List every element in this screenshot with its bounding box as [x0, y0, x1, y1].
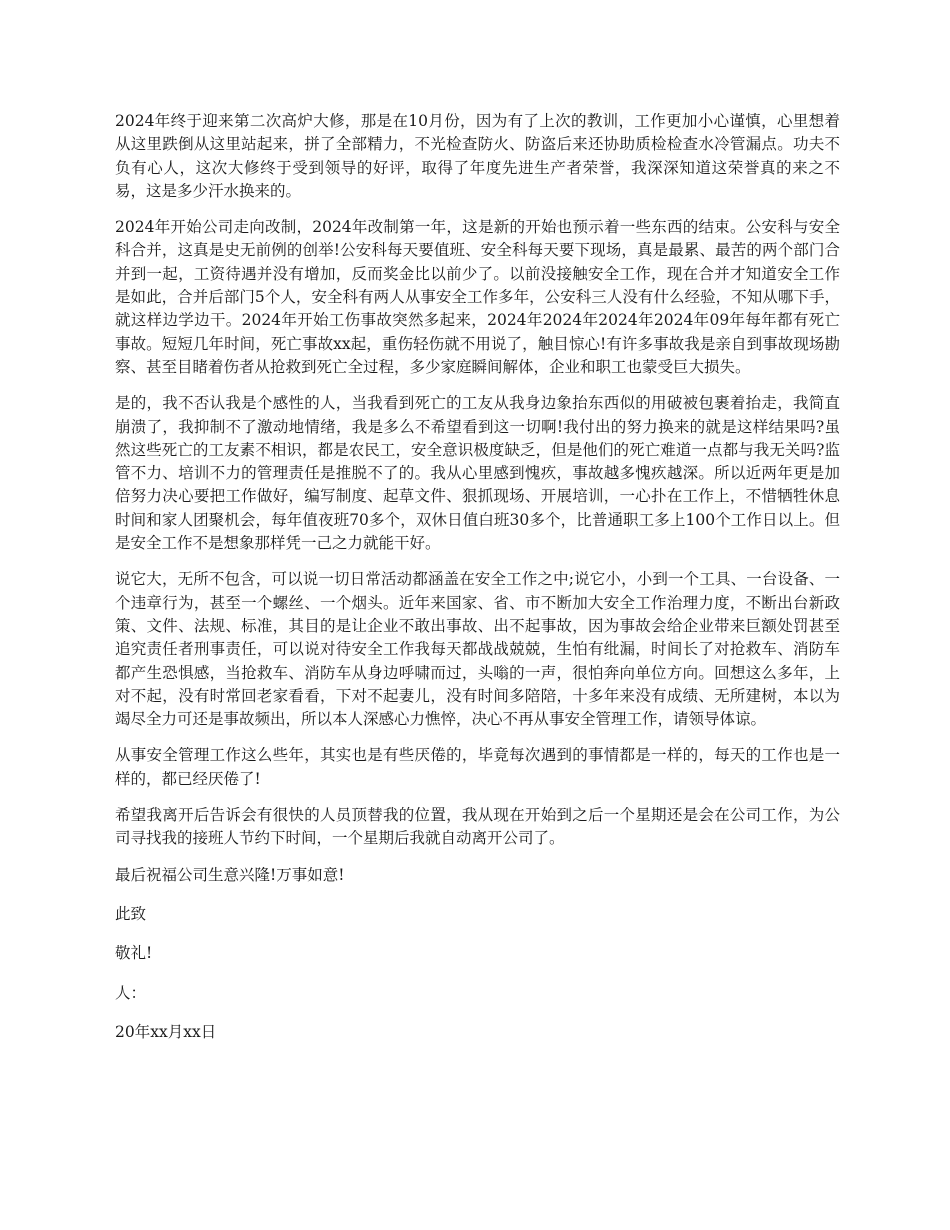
- letter-body: [115, 110, 840, 1060]
- salutation-jing-li: 敬礼!: [115, 944, 153, 963]
- paragraph: 是的，我不否认我是个感性的人，当我看到死亡的工友从我身边象抬东西似的用破被包裹着抬走，我简直崩溃了，我抑制不了激动地情绪，我是多么不希望看到这一切啊!我付出的努力换来的就是这样结果吗?虽然这些死亡的工友素不相识，都是农民工，安全意识极度缺乏，但是他们的死亡难道一点都与我无关吗?监管不力、培训不力的管理责任是推脱不了的。我从心里感到愧疚，事故越多愧疚越深。所以近两年更是加倍努力决心要把工作做好，编写制度、起草文件、狠抓现场、开展培训，一心扑在工作上，不惜牺牲休息时间和家人团聚机会，每年值夜班70多个，双休日值白班30多个，比普通职工多上100个工作日以上。但是安全工作不是想象那样凭一己之力就能干好。: [115, 394, 840, 553]
- paragraph: 希望我离开后告诉会有很快的人员顶替我的位置，我从现在开始到之后一个星期还是会在公司工作，为公司寻找我的接班人节约下时间，一个星期后我就自动离开公司了。: [115, 806, 840, 848]
- salutation-ci-zhi: 此致: [115, 904, 147, 923]
- paragraph: 说它大，无所不包含，可以说一切日常活动都涵盖在安全工作之中;说它小，小到一个工具、一台设备、一个违章行为，甚至一个螺丝、一个烟头。近年来国家、省、市不断加大安全工作治理力度，不断出台新政策、文件、法规、标准，其目的是让企业不敢出事故、出不起事故，因为事故会给企业带来巨额处罚甚至追究责任者刑事责任，可以说对待安全工作我每天都战战兢兢，生怕有纰漏，时间长了对抢救车、消防车都产生恐惧感，当抢救车、消防车从身边呼啸而过，头嗡的一声，很怕奔向单位方向。回想这么多年，上对不起，没有时常回老家看看，下对不起妻儿，没有时间多陪陪，十多年来没有成绩、无所建树，本以为竭尽全力可还是事故频出，所以本人深感心力憔悴，决心不再从事安全管理工作，请领导体谅。: [115, 570, 840, 729]
- paragraph: 2024年终于迎来第二次高炉大修，那是在10月份，因为有了上次的教训，工作更加小心谨慎，心里想着从这里跌倒从这里站起来，拼了全部精力，不光检查防火、防盗后来还协助质检检查水冷管漏点。功夫不负有心人，这次大修终于受到领导的好评，取得了年度先进生产者荣誉，我深深知道这荣誉真的来之不易，这是多少汗水换来的。: [115, 112, 840, 200]
- paragraph: 从事安全管理工作这么些年，其实也是有些厌倦的，毕竟每次遇到的事情都是一样的，每天的工作也是一样的，都已经厌倦了!: [115, 746, 840, 788]
- closing-wish: 最后祝福公司生意兴隆!万事如意!: [115, 865, 345, 884]
- date-line: 20年xx月xx日: [115, 1022, 217, 1041]
- signer-line: 人：: [115, 983, 147, 1002]
- paragraph: 2024年开始公司走向改制，2024年改制第一年，这是新的开始也预示着一些东西的结束。公安科与安全科合并，这真是史无前例的创举!公安科每天要值班、安全科每天要下现场，真是最累、最苦的两个部门合并到一起，工资待遇并没有增加，反而奖金比以前少了。以前没接触安全工作，现在合并才知道安全工作是如此，合并后部门5个人，安全科有两人从事安全工作多年，公安科三人没有什么经验，不知从哪下手，就这样边学边干。2024年开始工伤事故突然多起来，2024年2024年2024年2024年09年每年都有死亡事故。短短几年时间，死亡事故xx起，重伤轻伤就不用说了，触目惊心!有许多事故我是亲自到事故现场勘察、甚至目睹着伤者从抢救到死亡全过程，多少家庭瞬间解体，企业和职工也蒙受巨大损失。: [115, 218, 840, 376]
